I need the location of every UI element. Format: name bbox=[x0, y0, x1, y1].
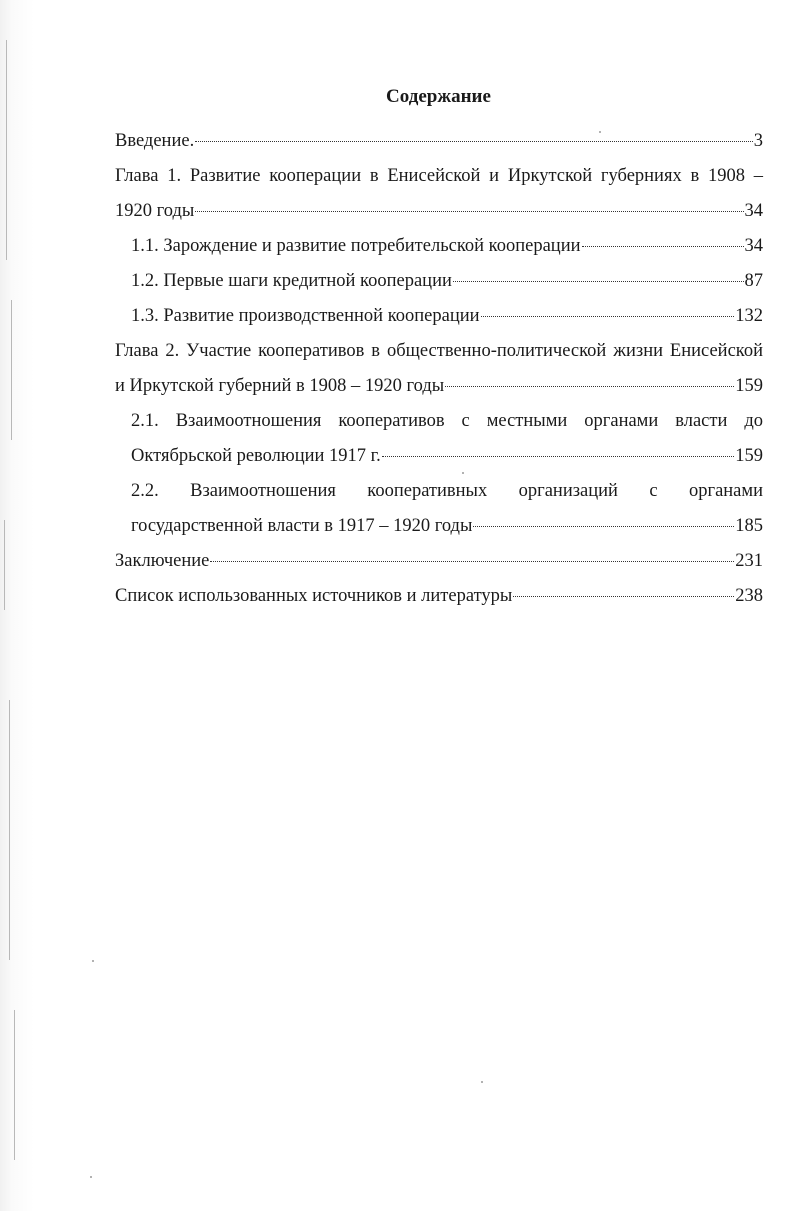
toc-entry-text: 1.1. Зарождение и развитие потребительской кооперации bbox=[131, 236, 581, 256]
toc-entry-text-line: государственной власти в 1917 – 1920 годы bbox=[131, 516, 473, 536]
toc-entry-chapter-2[interactable] bbox=[115, 334, 763, 404]
page-number: 87 bbox=[744, 271, 763, 291]
toc-entry-conclusion[interactable] bbox=[115, 544, 763, 579]
table-of-contents bbox=[115, 124, 763, 614]
dot-leader bbox=[210, 561, 734, 562]
toc-entry-text-line: Глава 2. Участие кооперативов в общественно-политической жизни Енисейской bbox=[115, 341, 763, 361]
page-number: 185 bbox=[735, 516, 763, 536]
toc-entry-text: Введение. bbox=[115, 131, 195, 151]
page-number: 231 bbox=[735, 551, 763, 571]
dot-leader bbox=[513, 596, 734, 597]
dot-leader bbox=[453, 281, 744, 282]
toc-entry-intro[interactable] bbox=[115, 124, 763, 159]
scan-speck bbox=[462, 472, 464, 474]
toc-entry-text: 1.2. Первые шаги кредитной кооперации bbox=[131, 271, 452, 291]
dot-leader bbox=[473, 526, 734, 527]
dot-leader bbox=[195, 211, 743, 212]
page-number: 34 bbox=[744, 236, 763, 256]
scan-edge-shadow bbox=[0, 0, 34, 1211]
toc-entry-text-line: и Иркутской губерний в 1908 – 1920 годы bbox=[115, 376, 445, 396]
toc-entry-text-line: 2.2. Взаимоотношения кооперативных организаций с органами bbox=[131, 481, 763, 501]
toc-entry-section-2-2[interactable] bbox=[115, 474, 763, 544]
toc-entry-text-line: Глава 1. Развитие кооперации в Енисейской и Иркутской губерниях в 1908 – bbox=[115, 166, 763, 186]
scan-speck bbox=[92, 960, 94, 962]
toc-entry-section-1-3[interactable] bbox=[115, 299, 763, 334]
scan-speck bbox=[599, 131, 601, 133]
dot-leader bbox=[195, 141, 753, 142]
dot-leader bbox=[445, 386, 734, 387]
page-number: 3 bbox=[753, 131, 763, 151]
toc-entry-sources[interactable] bbox=[115, 579, 763, 614]
page-number: 238 bbox=[735, 586, 763, 606]
page-number: 34 bbox=[744, 201, 763, 221]
scan-speck bbox=[90, 1176, 92, 1178]
toc-entry-section-1-1[interactable] bbox=[115, 229, 763, 264]
toc-title: Содержание bbox=[386, 86, 491, 107]
toc-entry-text-line: Октябрьской революции 1917 г. bbox=[131, 446, 381, 466]
page-number: 159 bbox=[735, 446, 763, 466]
toc-entry-chapter-1[interactable] bbox=[115, 159, 763, 229]
page-number: 132 bbox=[735, 306, 763, 326]
toc-entry-text-line: 2.1. Взаимоотношения кооперативов с местными органами власти до bbox=[131, 411, 763, 431]
dot-leader bbox=[382, 456, 734, 457]
toc-entry-text-line: 1920 годы bbox=[115, 201, 195, 221]
dot-leader bbox=[481, 316, 735, 317]
scan-speck bbox=[481, 1081, 483, 1083]
page-number: 159 bbox=[735, 376, 763, 396]
toc-entry-text: 1.3. Развитие производственной кооперации bbox=[131, 306, 480, 326]
toc-entry-text: Заключение bbox=[115, 551, 210, 571]
toc-entry-section-2-1[interactable] bbox=[115, 404, 763, 474]
toc-entry-section-1-2[interactable] bbox=[115, 264, 763, 299]
toc-entry-text: Список использованных источников и литературы bbox=[115, 586, 513, 606]
dot-leader bbox=[582, 246, 744, 247]
